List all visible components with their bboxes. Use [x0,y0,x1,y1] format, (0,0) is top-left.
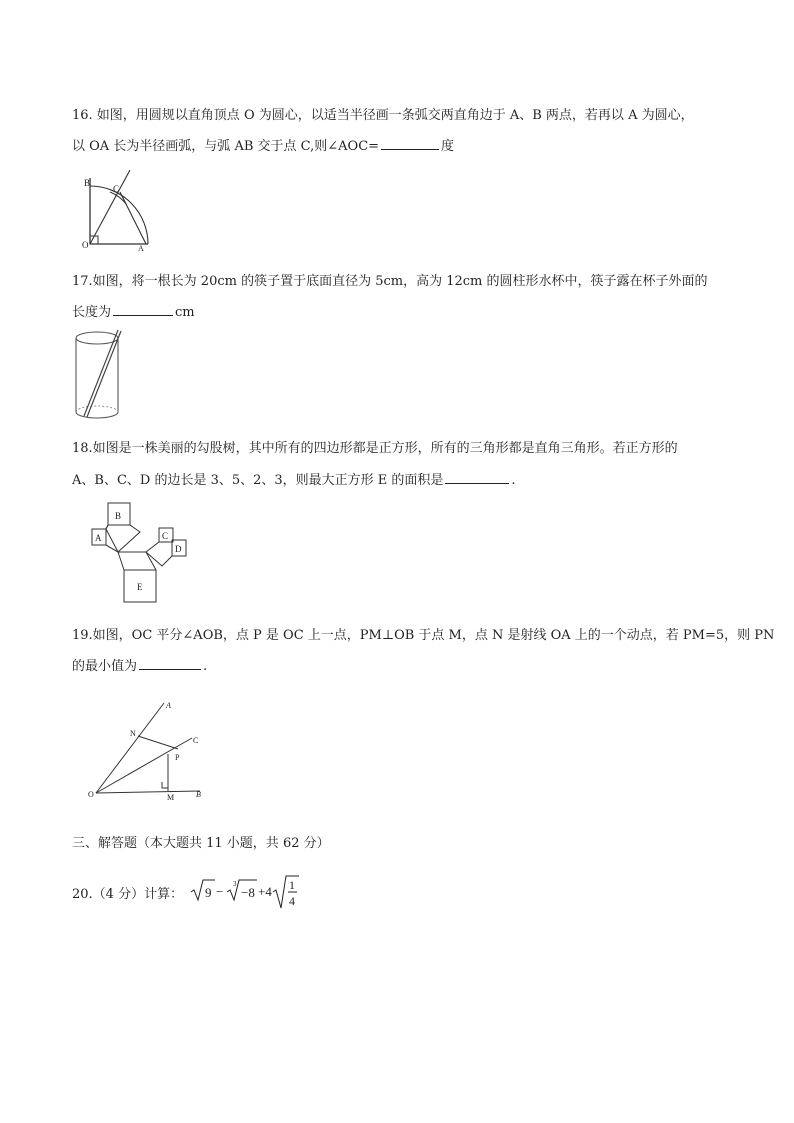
q19-answer-blank [139,657,201,670]
q18-label-c: C [162,531,169,541]
q17-answer-blank [113,303,173,316]
q20-radicand-2: −8 [241,885,255,900]
q19-line2 [72,655,207,674]
q16-label-a: A [138,244,144,252]
q16-answer-blank [381,137,439,150]
q19-angle-bisector-figure [86,698,214,804]
q20-cube-index: 3 [233,880,237,888]
q16-line1: 16. 如图，用圆规以直角顶点 O 为圆心，以适当半径画一条弧交两直角边于 A、B 两点，若再以 A 为圆心， [72,108,694,123]
q19-label-m: M [167,793,175,802]
q18-line1: 18.如图是一株美丽的勾股树，其中所有的四边形都是正方形，所有的三角形都是直角三角形。若正方形的 [72,441,678,456]
q16-label-b: B [84,178,91,188]
q20-line [72,874,301,910]
q18-label-b: B [115,511,122,521]
q19-label-n: N [130,729,136,738]
section-heading: 三、解答题（本大题共 11 小题，共 62 分） [72,836,330,851]
q17-line1: 17.如图，将一根长为 20cm 的筷子置于底面直径为 5cm，高为 12cm 的圆柱形水杯中，筷子露在杯子外面的 [72,274,708,289]
q20-fraction-denominator: 4 [289,894,296,908]
q18-label-a: A [95,533,102,543]
q20-expression [189,874,301,910]
q17-unit: cm [175,305,195,320]
q19-label-b: B [196,790,201,799]
q16-label-o: O [82,240,89,250]
q16-unit: 度 [441,139,455,154]
q18-line2 [72,469,516,488]
q20-radicand-1: 9 [205,885,212,900]
q19-line1: 19.如图，OC 平分∠AOB，点 P 是 OC 上一点，PM⊥OB 于点 M，点 N 是射线 OA 上的一个动点，若 PM=5，则 PN [72,628,775,643]
q18-text: A、B、C、D 的边长是 3、5、2、3，则最大正方形 E 的面积是 [72,473,444,488]
q16-line2 [72,135,454,154]
q18-label-e: E [137,582,143,592]
q16-figure [80,170,152,252]
q18-answer-blank [445,471,509,484]
q16-label-c: C [113,184,120,194]
q19-label-a: A [166,701,171,710]
q19-text: 的最小值为 [72,659,138,674]
q19-label-c: C [193,736,199,745]
q20-prefix: 20.（4 分）计算： [72,886,184,902]
q17-cylinder-figure [72,328,128,424]
q16-text: 以 OA 长为半径画弧，与弧 AB 交于点 C,则∠AOC= [72,139,380,154]
q17-line2 [72,301,195,320]
q20-minus: − [216,884,224,899]
q19-label-p: P [175,753,180,762]
q18-pythagoras-tree-figure [86,500,190,606]
q17-text: 长度为 [72,305,112,320]
q20-fraction-numerator: 1 [289,878,296,892]
q18-label-d: D [175,544,182,554]
q20-plus-4: +4 [258,884,272,899]
q19-label-o: O [88,790,94,799]
q18-end: . [511,473,516,488]
q19-end: . [203,659,208,674]
